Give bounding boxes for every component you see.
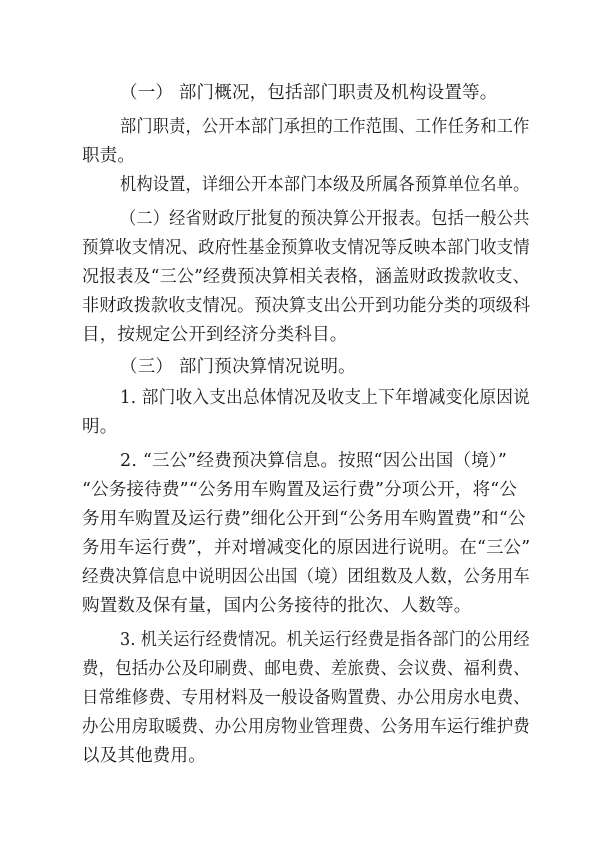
text-line: （三） 部门预决算情况说明。 — [120, 357, 356, 377]
text-line: 非财政拨款收支情况。预决算支出公开到功能分类的项级科 — [82, 296, 531, 316]
text-line: 明。 — [82, 417, 118, 437]
text-line: （一） 部门概况，包括部门职责及机构设置等。 — [120, 83, 498, 103]
text-line: 部门职责，公开本部门承担的工作范围、工作任务和工作 — [120, 117, 530, 137]
text-line: 费，包括办公及印刷费、邮电费、差旅费、会议费、福利费、 — [82, 659, 530, 679]
text-line: 况报表及“三公”经费预决算相关表格，涵盖财政拨款收支、 — [82, 267, 530, 287]
text-line: 3. 机关运行经费情况。机关运行经费是指各部门的公用经 — [120, 630, 530, 650]
text-line: 1. 部门收入支出总体情况及收支上下年增减变化原因说 — [120, 388, 530, 408]
text-line: 预算收支情况、政府性基金预算收支情况等反映本部门收支情 — [82, 238, 530, 258]
text-line: 经费决算信息中说明因公出国（境）团组数及人数，公务用车 — [82, 567, 530, 587]
text-line: 日常维修费、专用材料及一般设备购置费、办公用房水电费、 — [82, 688, 530, 708]
text-line: 职责。 — [82, 146, 136, 166]
text-line: 办公用房取暖费、办公用房物业管理费、公务用车运行维护费 — [82, 717, 530, 737]
text-line: 目，按规定公开到经济分类科目。 — [82, 325, 348, 345]
text-line: 务用车购置及运行费”细化公开到“公务用车购置费”和“公 — [82, 509, 526, 529]
text-line: 2. “三公”经费预决算信息。按照“因公出国（境）” — [120, 451, 507, 471]
text-line: （二）经省财政厅批复的预决算公开报表。包括一般公共 — [120, 209, 530, 229]
text-line: 机构设置，详细公开本部门本级及所属各预算单位名单。 — [120, 175, 530, 195]
text-line: “公务接待费”“公务用车购置及运行费”分项公开，将“公 — [82, 480, 518, 500]
text-line: 务用车运行费”，并对增减变化的原因进行说明。在“三公” — [82, 538, 531, 558]
text-line: 以及其他费用。 — [82, 746, 206, 766]
text-line: 购置数及保有量，国内公务接待的批次、人数等。 — [82, 596, 472, 616]
